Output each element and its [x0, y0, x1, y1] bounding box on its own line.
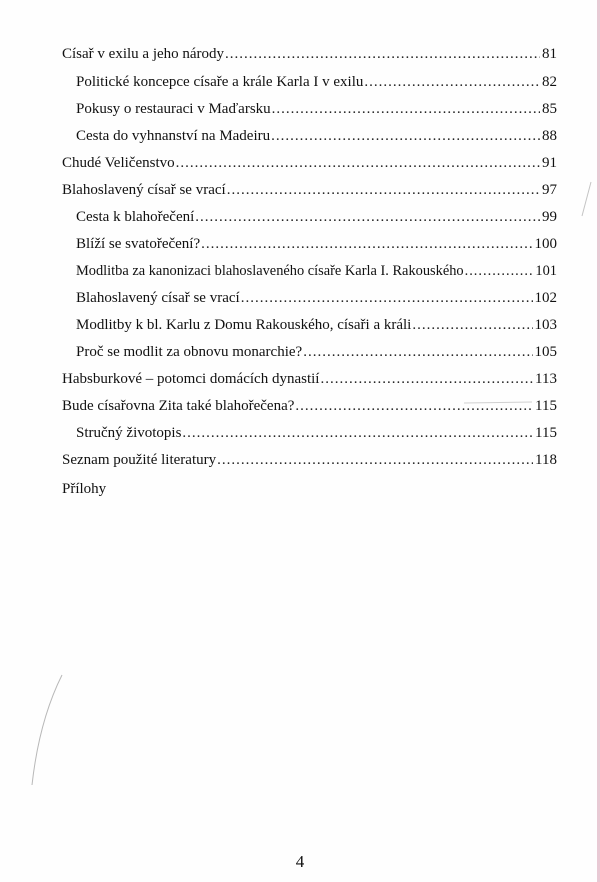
toc-entry — [76, 341, 557, 363]
toc-entry-page: 115 — [535, 398, 557, 414]
toc-entry-page: 88 — [542, 128, 557, 144]
toc-entry-page: 102 — [534, 290, 557, 306]
toc-entry-page: 113 — [535, 371, 557, 387]
toc-entry-page: 91 — [542, 155, 557, 171]
dot-leader — [295, 395, 533, 417]
toc-entry-page: 103 — [534, 317, 557, 333]
toc-entry-title: Politické koncepce císaře a krále Karla I v exilu — [76, 74, 364, 90]
dot-leader — [176, 152, 540, 174]
toc-entry-page: 100 — [534, 236, 557, 252]
toc-entry — [76, 206, 557, 228]
dot-leader — [320, 368, 533, 390]
scan-artifact-stroke — [577, 180, 597, 220]
toc-entry-page: 105 — [534, 344, 557, 360]
toc-entry — [76, 422, 557, 444]
appendix-heading: Přílohy — [62, 481, 107, 497]
toc-entry-title: Cesta k blahořečení — [76, 209, 195, 225]
toc-entry — [62, 152, 557, 174]
toc-entry-title: Stručný životopis — [76, 425, 182, 441]
toc-entry-page: 118 — [535, 452, 557, 468]
toc-entry — [62, 368, 557, 390]
dot-leader — [465, 260, 534, 282]
scan-artifact-curve — [22, 670, 82, 790]
toc-entry — [62, 449, 557, 471]
dot-leader — [272, 98, 540, 120]
toc-entry-page: 115 — [535, 425, 557, 441]
toc-entry-page: 81 — [542, 46, 557, 62]
toc-entry-page: 99 — [542, 209, 557, 225]
toc-entry-title: Seznam použité literatury — [62, 452, 217, 468]
toc-entry-page: 85 — [542, 101, 557, 117]
toc-entry-title: Blahoslavený císař se vrací — [62, 182, 226, 198]
toc-entry — [76, 233, 557, 255]
toc-entry-page: 101 — [535, 263, 557, 279]
toc-entry — [76, 260, 557, 282]
toc-entry-title: Pokusy o restauraci v Maďarsku — [76, 101, 271, 117]
toc-entry — [76, 98, 557, 120]
toc-entry-page: 82 — [542, 74, 557, 90]
dot-leader — [195, 206, 540, 228]
toc-entry — [62, 43, 557, 65]
toc-entry — [76, 287, 557, 309]
toc-entry — [76, 125, 557, 147]
toc-entry-title: Císař v exilu a jeho národy — [62, 46, 225, 62]
toc-entry-page: 97 — [542, 182, 557, 198]
toc-entry-title: Modlitba za kanonizaci blahoslaveného císaře Karla I. Rakouského — [76, 263, 464, 279]
toc-entry-title: Blahoslavený císař se vrací — [76, 290, 240, 306]
dot-leader — [225, 43, 540, 65]
dot-leader — [182, 422, 533, 444]
toc-entry-title: Cesta do vyhnanství na Madeiru — [76, 128, 271, 144]
toc-entry-title: Proč se modlit za obnovu monarchie? — [76, 344, 303, 360]
dot-leader — [227, 179, 540, 201]
page-number: 4 — [295, 852, 305, 871]
dot-leader — [412, 314, 532, 336]
toc-entry-title: Habsburkové – potomci domácích dynastií — [62, 371, 320, 387]
toc-entry-title: Blíží se svatořečení? — [76, 236, 201, 252]
dot-leader — [217, 449, 533, 471]
toc-entry-title: Chudé Veličenstvo — [62, 155, 175, 171]
dot-leader — [201, 233, 532, 255]
toc-entry-title: Bude císařovna Zita také blahořečena? — [62, 398, 295, 414]
toc-entry — [62, 179, 557, 201]
toc-entry — [62, 395, 557, 417]
dot-leader — [241, 287, 533, 309]
toc-entry — [76, 71, 557, 93]
dot-leader — [364, 71, 540, 93]
dot-leader — [271, 125, 540, 147]
toc-entry — [76, 314, 557, 336]
toc-entry-title: Modlitby k bl. Karlu z Domu Rakouského, císaři a králi — [76, 317, 412, 333]
dot-leader — [303, 341, 532, 363]
